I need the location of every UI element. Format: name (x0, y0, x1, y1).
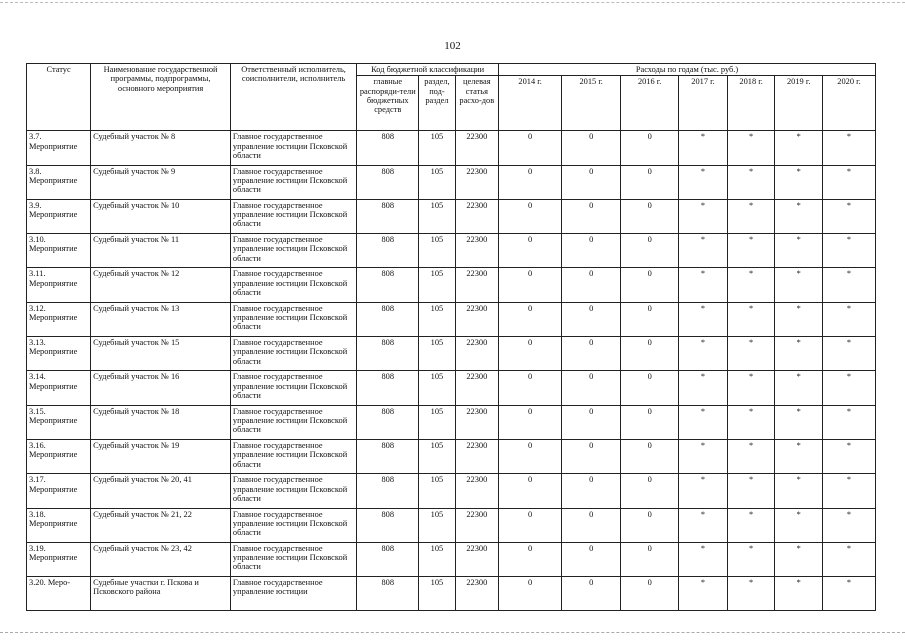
cell-year-2017: * (679, 165, 728, 199)
cell-name: Судебные участки г. Пскова и Псковского района (91, 577, 231, 611)
cell-grbs: 808 (357, 337, 419, 371)
cell-year-2020: * (823, 371, 876, 405)
cell-year-2015: 0 (562, 234, 621, 268)
table-row (27, 542, 876, 576)
cell-rz: 105 (419, 234, 455, 268)
cell-year-2015: 0 (562, 302, 621, 336)
cell-name: Судебный участок № 21, 22 (91, 508, 231, 542)
header-year: 2017 г. (679, 76, 728, 131)
cell-year-2016: 0 (621, 542, 679, 576)
cell-status: 3.16. Мероприятие (27, 439, 91, 473)
header-bk-group: Код бюджетной классификации (357, 64, 499, 76)
cell-csr: 22300 (455, 508, 499, 542)
cell-year-2016: 0 (621, 508, 679, 542)
cell-year-2015: 0 (562, 337, 621, 371)
cell-rz: 105 (419, 268, 455, 302)
header-bk-rz: раздел, под-раздел (419, 76, 455, 131)
cell-year-2015: 0 (562, 474, 621, 508)
cell-year-2016: 0 (621, 302, 679, 336)
cell-status: 3.10. Мероприятие (27, 234, 91, 268)
cell-status: 3.17. Мероприятие (27, 474, 91, 508)
cell-year-2018: * (727, 371, 775, 405)
cell-year-2020: * (823, 234, 876, 268)
cell-year-2020: * (823, 542, 876, 576)
cell-rz: 105 (419, 542, 455, 576)
cell-year-2015: 0 (562, 405, 621, 439)
cell-year-2019: * (775, 371, 823, 405)
cell-year-2016: 0 (621, 337, 679, 371)
table-row (27, 268, 876, 302)
cell-year-2014: 0 (499, 542, 562, 576)
cell-status: 3.14. Мероприятие (27, 371, 91, 405)
cell-year-2014: 0 (499, 131, 562, 165)
cell-status: 3.8. Мероприятие (27, 165, 91, 199)
header-year: 2014 г. (499, 76, 562, 131)
cell-year-2019: * (775, 474, 823, 508)
cell-name: Судебный участок № 23, 42 (91, 542, 231, 576)
header-responsible: Ответственный исполнитель, соисполнители, исполнитель (230, 64, 356, 131)
cell-year-2020: * (823, 199, 876, 233)
header-year: 2018 г. (727, 76, 775, 131)
cell-grbs: 808 (357, 268, 419, 302)
cell-status: 3.9. Мероприятие (27, 199, 91, 233)
cell-grbs: 808 (357, 405, 419, 439)
cell-csr: 22300 (455, 405, 499, 439)
table-row (27, 131, 876, 165)
cell-year-2017: * (679, 337, 728, 371)
cell-responsible: Главное государственное управление юстиции Псковской области (230, 337, 356, 371)
header-years-group: Расходы по годам (тыс. руб.) (499, 64, 876, 76)
cell-rz: 105 (419, 371, 455, 405)
cell-grbs: 808 (357, 371, 419, 405)
cell-responsible: Главное государственное управление юстиции Псковской области (230, 199, 356, 233)
cell-status: 3.15. Мероприятие (27, 405, 91, 439)
cell-status: 3.13. Мероприятие (27, 337, 91, 371)
cell-name: Судебный участок № 11 (91, 234, 231, 268)
cell-grbs: 808 (357, 439, 419, 473)
cell-year-2020: * (823, 165, 876, 199)
cell-responsible: Главное государственное управление юстиции Псковской области (230, 371, 356, 405)
cell-year-2014: 0 (499, 337, 562, 371)
cell-year-2016: 0 (621, 371, 679, 405)
cell-rz: 105 (419, 405, 455, 439)
cell-year-2014: 0 (499, 508, 562, 542)
cell-year-2019: * (775, 405, 823, 439)
cell-year-2014: 0 (499, 302, 562, 336)
cell-year-2017: * (679, 131, 728, 165)
cell-year-2020: * (823, 508, 876, 542)
table-row (27, 234, 876, 268)
cell-status: 3.19. Мероприятие (27, 542, 91, 576)
header-year: 2015 г. (562, 76, 621, 131)
table-row (27, 474, 876, 508)
cell-year-2020: * (823, 577, 876, 611)
cell-grbs: 808 (357, 131, 419, 165)
cell-year-2018: * (727, 405, 775, 439)
cell-name: Судебный участок № 12 (91, 268, 231, 302)
cell-year-2015: 0 (562, 371, 621, 405)
cell-year-2017: * (679, 508, 728, 542)
table-row (27, 165, 876, 199)
cell-name: Судебный участок № 15 (91, 337, 231, 371)
table-row (27, 199, 876, 233)
table-row (27, 439, 876, 473)
header-status: Статус (27, 64, 91, 131)
budget-table (26, 63, 876, 611)
cell-responsible: Главное государственное управление юстиции Псковской области (230, 474, 356, 508)
cell-year-2015: 0 (562, 508, 621, 542)
cell-year-2019: * (775, 508, 823, 542)
cell-year-2018: * (727, 302, 775, 336)
table-row (27, 508, 876, 542)
cell-grbs: 808 (357, 302, 419, 336)
table-row (27, 405, 876, 439)
cell-csr: 22300 (455, 234, 499, 268)
cell-year-2014: 0 (499, 165, 562, 199)
cell-name: Судебный участок № 20, 41 (91, 474, 231, 508)
cell-year-2017: * (679, 577, 728, 611)
cell-year-2017: * (679, 371, 728, 405)
cell-year-2015: 0 (562, 165, 621, 199)
cell-csr: 22300 (455, 199, 499, 233)
cell-year-2017: * (679, 439, 728, 473)
cell-year-2019: * (775, 131, 823, 165)
cell-year-2018: * (727, 165, 775, 199)
cell-year-2015: 0 (562, 131, 621, 165)
cell-year-2014: 0 (499, 439, 562, 473)
header-year: 2019 г. (775, 76, 823, 131)
cell-year-2016: 0 (621, 165, 679, 199)
cell-year-2015: 0 (562, 199, 621, 233)
cell-year-2018: * (727, 439, 775, 473)
cell-rz: 105 (419, 337, 455, 371)
cell-responsible: Главное государственное управление юстиции Псковской области (230, 131, 356, 165)
cell-grbs: 808 (357, 165, 419, 199)
cell-year-2019: * (775, 199, 823, 233)
cell-year-2019: * (775, 439, 823, 473)
cell-year-2016: 0 (621, 474, 679, 508)
cell-rz: 105 (419, 302, 455, 336)
cell-year-2019: * (775, 302, 823, 336)
cell-csr: 22300 (455, 542, 499, 576)
cell-year-2015: 0 (562, 542, 621, 576)
cell-status: 3.20. Меро- (27, 577, 91, 611)
table-row (27, 337, 876, 371)
cell-year-2018: * (727, 337, 775, 371)
cell-csr: 22300 (455, 268, 499, 302)
cell-year-2019: * (775, 577, 823, 611)
header-bk-grbs: главные распоряди-тели бюджетных средств (357, 76, 419, 131)
cell-rz: 105 (419, 474, 455, 508)
cell-responsible: Главное государственное управление юстиции Псковской области (230, 302, 356, 336)
cell-year-2016: 0 (621, 199, 679, 233)
cell-responsible: Главное государственное управление юстиции Псковской области (230, 405, 356, 439)
cell-year-2020: * (823, 337, 876, 371)
scan-bottom-edge (0, 632, 905, 633)
cell-year-2018: * (727, 234, 775, 268)
cell-year-2016: 0 (621, 234, 679, 268)
cell-responsible: Главное государственное управление юстиции Псковской области (230, 268, 356, 302)
cell-status: 3.7. Мероприятие (27, 131, 91, 165)
cell-year-2014: 0 (499, 268, 562, 302)
cell-year-2019: * (775, 165, 823, 199)
table-body (27, 131, 876, 611)
cell-year-2016: 0 (621, 131, 679, 165)
cell-responsible: Главное государственное управление юстиции Псковской области (230, 439, 356, 473)
cell-year-2014: 0 (499, 199, 562, 233)
cell-year-2019: * (775, 268, 823, 302)
cell-year-2018: * (727, 577, 775, 611)
cell-year-2017: * (679, 405, 728, 439)
cell-rz: 105 (419, 439, 455, 473)
cell-status: 3.18. Мероприятие (27, 508, 91, 542)
cell-year-2018: * (727, 508, 775, 542)
header-year: 2020 г. (823, 76, 876, 131)
cell-year-2020: * (823, 302, 876, 336)
cell-name: Судебный участок № 9 (91, 165, 231, 199)
cell-year-2020: * (823, 268, 876, 302)
cell-csr: 22300 (455, 439, 499, 473)
cell-responsible: Главное государственное управление юстиции Псковской области (230, 234, 356, 268)
cell-name: Судебный участок № 10 (91, 199, 231, 233)
cell-year-2014: 0 (499, 474, 562, 508)
cell-year-2018: * (727, 474, 775, 508)
cell-grbs: 808 (357, 508, 419, 542)
scan-top-edge (0, 2, 905, 3)
cell-grbs: 808 (357, 542, 419, 576)
cell-status: 3.11. Мероприятие (27, 268, 91, 302)
cell-grbs: 808 (357, 234, 419, 268)
cell-year-2016: 0 (621, 268, 679, 302)
cell-name: Судебный участок № 8 (91, 131, 231, 165)
cell-csr: 22300 (455, 371, 499, 405)
cell-name: Судебный участок № 16 (91, 371, 231, 405)
cell-year-2019: * (775, 542, 823, 576)
cell-rz: 105 (419, 199, 455, 233)
table-row (27, 577, 876, 611)
page-number: 102 (444, 40, 461, 52)
cell-responsible: Главное государственное управление юстиции (230, 577, 356, 611)
cell-year-2018: * (727, 268, 775, 302)
cell-year-2014: 0 (499, 577, 562, 611)
cell-year-2018: * (727, 131, 775, 165)
cell-year-2019: * (775, 337, 823, 371)
cell-year-2016: 0 (621, 405, 679, 439)
cell-grbs: 808 (357, 199, 419, 233)
cell-csr: 22300 (455, 165, 499, 199)
cell-rz: 105 (419, 131, 455, 165)
cell-csr: 22300 (455, 131, 499, 165)
cell-year-2014: 0 (499, 405, 562, 439)
cell-responsible: Главное государственное управление юстиции Псковской области (230, 508, 356, 542)
cell-responsible: Главное государственное управление юстиции Псковской области (230, 165, 356, 199)
cell-year-2015: 0 (562, 577, 621, 611)
cell-year-2014: 0 (499, 234, 562, 268)
cell-csr: 22300 (455, 474, 499, 508)
cell-year-2020: * (823, 474, 876, 508)
cell-year-2017: * (679, 234, 728, 268)
cell-rz: 105 (419, 577, 455, 611)
cell-csr: 22300 (455, 302, 499, 336)
cell-year-2020: * (823, 439, 876, 473)
cell-year-2018: * (727, 199, 775, 233)
cell-year-2015: 0 (562, 268, 621, 302)
header-bk-csr: целевая статья расхо-дов (455, 76, 499, 131)
cell-year-2020: * (823, 131, 876, 165)
cell-rz: 105 (419, 165, 455, 199)
cell-name: Судебный участок № 13 (91, 302, 231, 336)
cell-year-2016: 0 (621, 577, 679, 611)
cell-year-2015: 0 (562, 439, 621, 473)
cell-year-2017: * (679, 542, 728, 576)
cell-year-2019: * (775, 234, 823, 268)
cell-year-2017: * (679, 268, 728, 302)
cell-csr: 22300 (455, 337, 499, 371)
cell-year-2020: * (823, 405, 876, 439)
cell-responsible: Главное государственное управление юстиции Псковской области (230, 542, 356, 576)
cell-name: Судебный участок № 18 (91, 405, 231, 439)
cell-year-2017: * (679, 199, 728, 233)
cell-year-2018: * (727, 542, 775, 576)
header-name: Наименование государственной программы, подпрограммы, основного мероприятия (91, 64, 231, 131)
cell-year-2016: 0 (621, 439, 679, 473)
cell-year-2014: 0 (499, 371, 562, 405)
cell-status: 3.12. Мероприятие (27, 302, 91, 336)
table-row (27, 302, 876, 336)
cell-grbs: 808 (357, 474, 419, 508)
cell-year-2017: * (679, 302, 728, 336)
table-row (27, 371, 876, 405)
header-year: 2016 г. (621, 76, 679, 131)
cell-year-2017: * (679, 474, 728, 508)
cell-name: Судебный участок № 19 (91, 439, 231, 473)
cell-csr: 22300 (455, 577, 499, 611)
cell-grbs: 808 (357, 577, 419, 611)
cell-rz: 105 (419, 508, 455, 542)
